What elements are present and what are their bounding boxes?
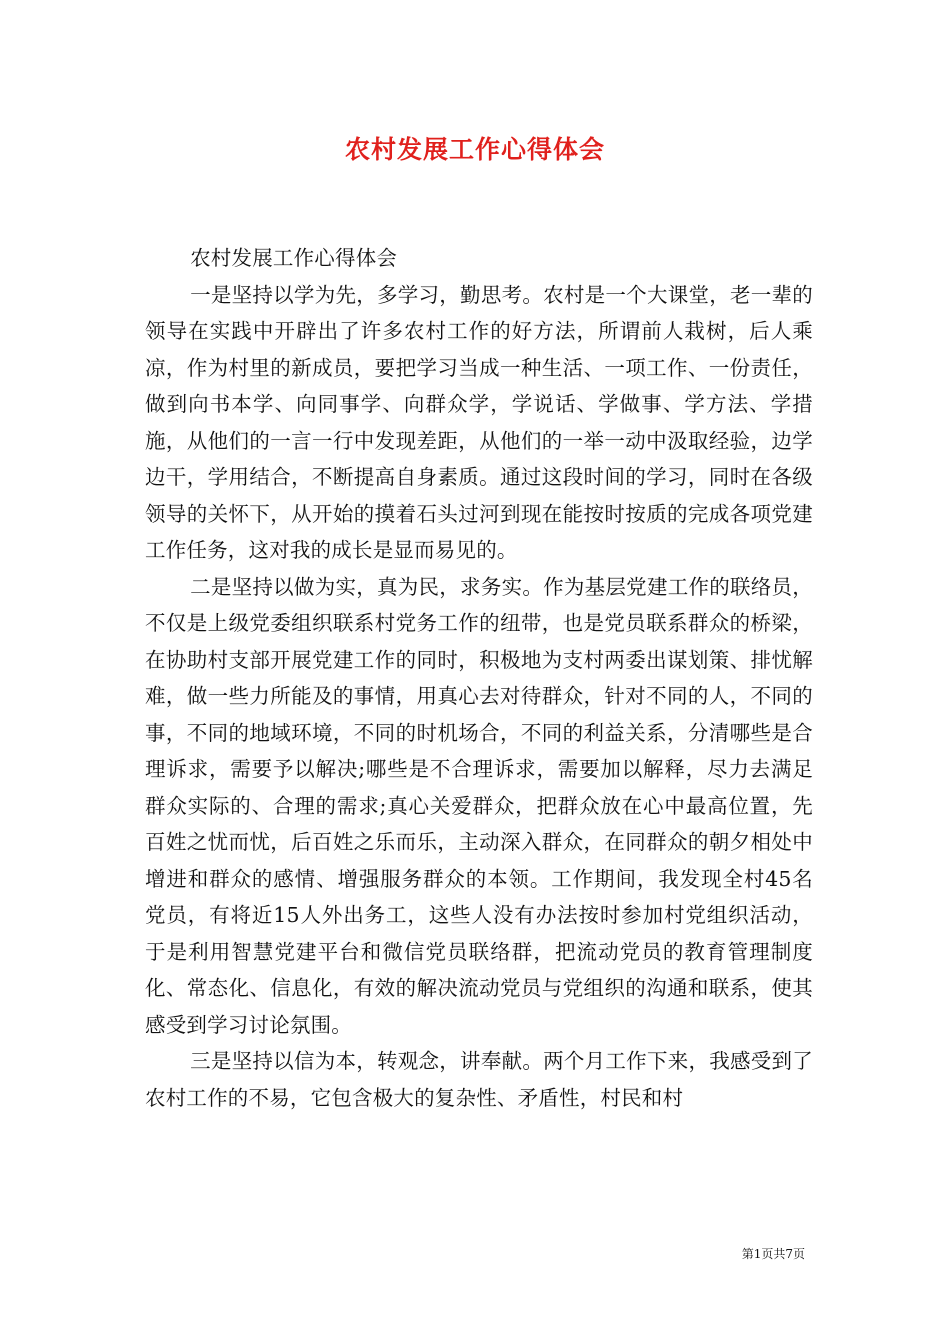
document-title: 农村发展工作心得体会 [344,135,605,164]
document-subtitle: 农村发展工作心得体会 [190,246,398,270]
paragraph-1: 一是坚持以学为先，多学习，勤思考。农村是一个大课堂，老一辈的领导在实践中开辟出了许多农村工作的好方法，所谓前人栽树，后人乘凉，作为村里的新成员，要把学习当成一种生活、一项工作、一份责任，做到向书本学、向同事学、向群众学，学说话、学做事、学方法、学措施，从他们的一言一行中发现差距，从他们的一举一动中汲取经验，边学边干，学用结合，不断提高自身素质。通过这段时间的学习，同时在各级领导的关怀下，从开始的摸着石头过河到现在能按时按质的完成各项党建工作任务，这对我的成长是显而易见的。 [145,282,813,562]
page-number: 第1页共7页 [741,1247,805,1261]
document-body [145,240,813,1116]
paragraph-2: 二是坚持以做为实，真为民，求务实。作为基层党建工作的联络员，不仅是上级党委组织联系村党务工作的纽带，也是党员联系群众的桥梁，在协助村支部开展党建工作的同时，积极地为支村两委出谋划策、排忧解难，做一些力所能及的事情，用真心去对待群众，针对不同的人，不同的事，不同的地域环境，不同的时机场合，不同的利益关系，分清哪些是合理诉求，需要予以解决;哪些是不合理诉求，需要加以解释，尽力去满足群众实际的、合理的需求;真心关爱群众，把群众放在心中最高位置，先百姓之忧而忧，后百姓之乐而乐，主动深入群众，在同群众的朝夕相处中增进和群众的感情、增强服务群众的本领。工作期间，我发现全村45名党员，有将近15人外出务工，这些人没有办法按时参加村党组织活动，于是利用智慧党建平台和微信党员联络群，把流动党员的教育管理制度化、常态化、信息化，有效的解决流动党员与党组织的沟通和联系，使其感受到学习讨论氛围。 [145,574,813,1037]
paragraph-3: 三是坚持以信为本，转观念，讲奉献。两个月工作下来，我感受到了农村工作的不易，它包含极大的复杂性、矛盾性，村民和村 [145,1049,813,1110]
